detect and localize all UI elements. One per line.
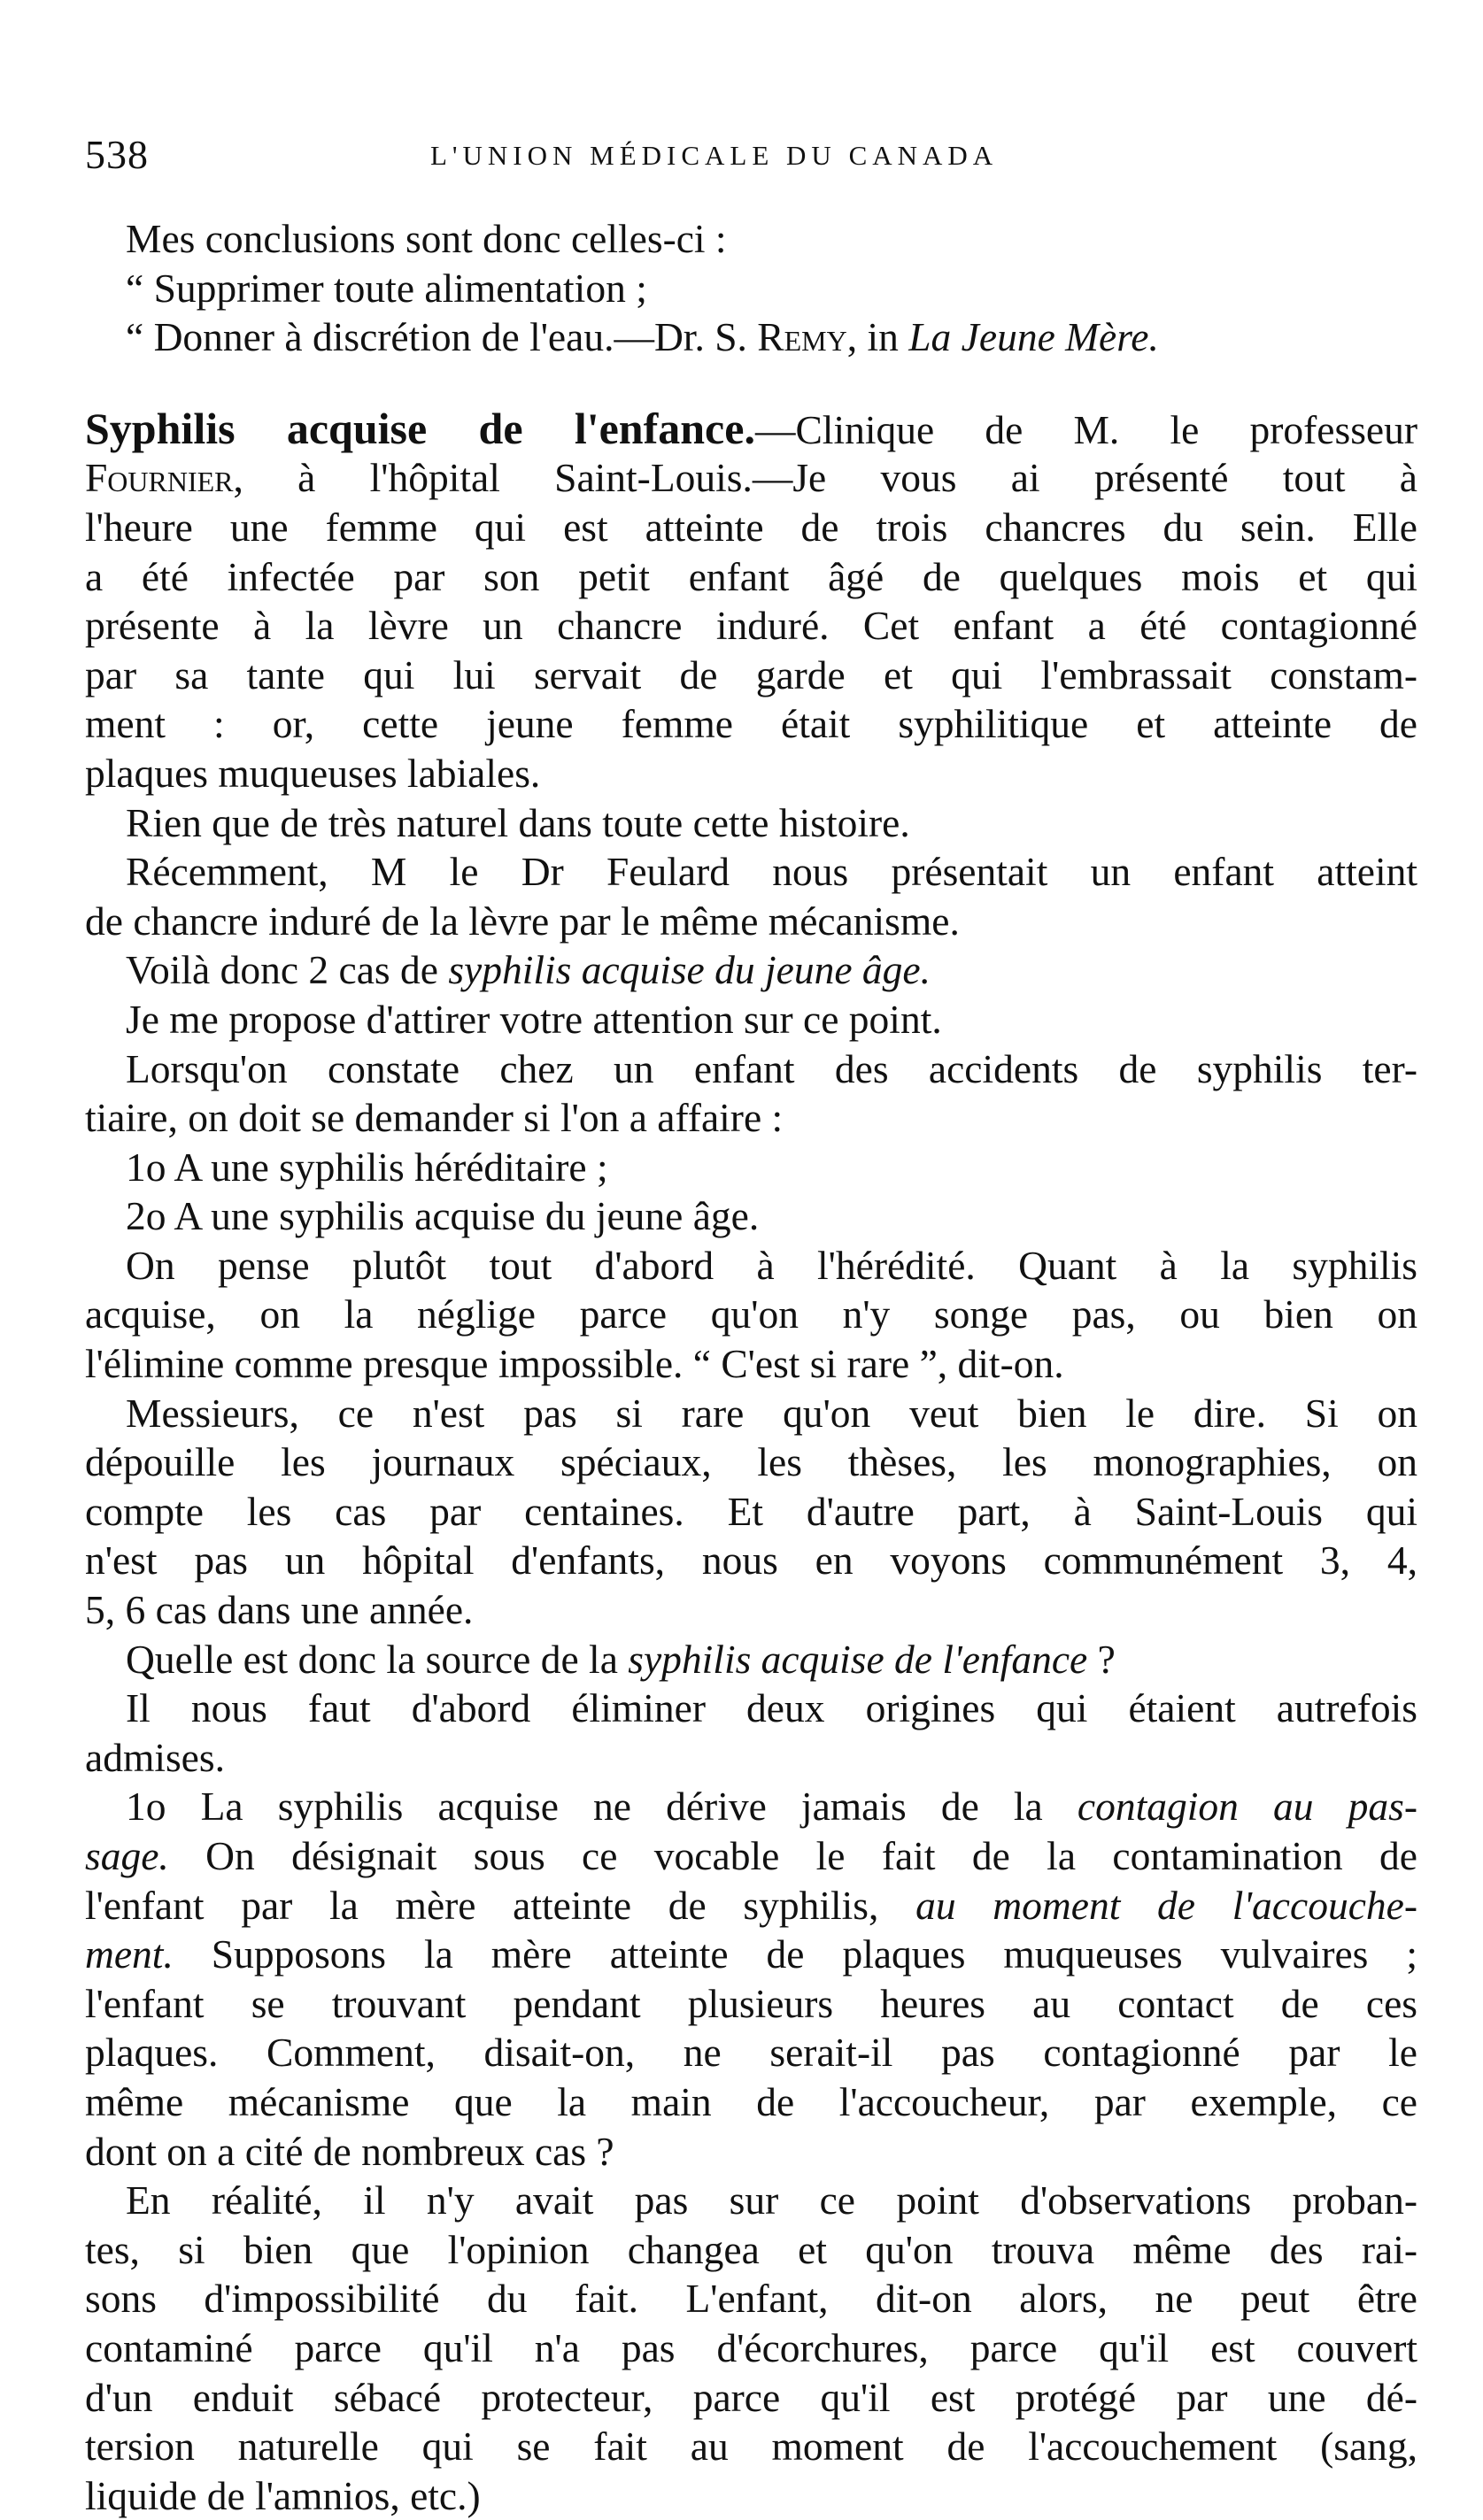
text-line: a été infectée par son petit enfant âgé de quelques mois et qui [85, 553, 1417, 599]
professor-name: Fournier [85, 455, 234, 501]
text-line: 1o A une syphilis héréditaire ; [126, 1144, 608, 1190]
article [85, 405, 1417, 2520]
text-span: Voilà donc 2 cas de [126, 947, 449, 993]
intro-block [85, 214, 1417, 362]
running-head [85, 131, 1431, 184]
italic-span: ment. [85, 1931, 174, 1977]
text-line: par sa tante qui lui servait de garde et qui l'embrassait constam- [85, 651, 1417, 697]
text-span: 1o La syphilis acquise ne dérive jamais de la [126, 1784, 1077, 1830]
text-span: ? [1087, 1636, 1116, 1682]
intro-line: Mes conclusions sont donc celles-ci : [126, 216, 727, 261]
text-line: présente à la lèvre un chancre induré. Cet enfant a été contagionné [85, 603, 1417, 649]
text-line: admises. [85, 1734, 225, 1780]
text-line: l'élimine comme presque impossible. “ C'est si rare ”, dit-on. [85, 1341, 1064, 1387]
italic-span: au moment de l'accouche- [915, 1882, 1417, 1928]
text-line: compte les cas par centaines. Et d'autre part, à Saint-Louis qui [85, 1488, 1417, 1534]
text-line: dépouille les journaux spéciaux, les thèses, les monographies, on [85, 1439, 1417, 1485]
italic-span: syphilis acquise de l'enfance [628, 1636, 1088, 1682]
text-line: En réalité, il n'y avait pas sur ce point d'observations proban- [126, 2177, 1417, 2223]
text-line: Rien que de très naturel dans toute cette histoire. [126, 799, 910, 845]
text-span: l'enfant par la mère atteinte de syphilis, [85, 1882, 916, 1928]
intro-text: “ Donner à discrétion de l'eau.—Dr. S. [126, 314, 758, 360]
text-line: Récemment, M le Dr Feulard nous présentait un enfant atteint [126, 849, 1417, 895]
text-line: tes, si bien que l'opinion changea et qu'on trouva même des rai- [85, 2226, 1417, 2272]
text-span: On désignait sous ce vocable le fait de la contamination de [168, 1833, 1417, 1878]
intro-text: , in [846, 314, 909, 360]
text-line: dont on a cité de nombreux cas ? [85, 2128, 614, 2174]
section-gap [85, 362, 1417, 405]
text-line: tersion naturelle qui se fait au moment de l'accouchement (sang, [85, 2424, 1417, 2470]
text-line: Lorsqu'on constate chez un enfant des accidents de syphilis ter- [126, 1045, 1417, 1091]
text-line: contaminé parce qu'il n'a pas d'écorchures, parce qu'il est couvert [85, 2324, 1417, 2370]
text-line: ment : or, cette jeune femme était syphilitique et atteinte de [85, 701, 1417, 747]
italic-span: contagion au pas- [1077, 1784, 1417, 1830]
text-line: On pense plutôt tout d'abord à l'hérédité. Quant à la syphilis [126, 1242, 1417, 1288]
text-line: 5, 6 cas dans une année. [85, 1587, 474, 1633]
text-line [85, 945, 1417, 995]
text-line [85, 453, 1417, 503]
text-line: Messieurs, ce n'est pas si rare qu'on veut bien le dire. Si on [126, 1390, 1417, 1436]
text-line [85, 1635, 1417, 1684]
text-span: , à l'hôpital Saint-Louis.—Je vous ai présenté tout à [233, 455, 1417, 501]
text-line: acquise, on la néglige parce qu'on n'y songe pas, ou bien on [85, 1291, 1417, 1337]
page-number: 538 [85, 132, 149, 177]
text-line: plaques muqueuses labiales. [85, 750, 541, 796]
text-span: Supposons la mère atteinte de plaques muqueuses vulvaires ; [173, 1931, 1417, 1977]
text-line: l'heure une femme qui est atteinte de trois chancres du sein. Elle [85, 504, 1417, 550]
text-line [85, 1831, 1417, 1881]
text-span: Quelle est donc la source de la [126, 1636, 629, 1682]
text-line: tiaire, on doit se demander si l'on a affaire : [85, 1095, 784, 1141]
text-line [85, 405, 1417, 454]
text-line: liquide de l'amnios, etc.) [85, 2472, 481, 2518]
italic-span: syphilis acquise du jeune âge. [448, 947, 931, 993]
page-body [85, 214, 1417, 2520]
source-title: La Jeune Mère. [908, 314, 1159, 360]
text-line: sons d'impossibilité du fait. L'enfant, dit-on alors, ne peut être [85, 2276, 1417, 2322]
text-line: Je me propose d'attirer votre attention sur ce point. [126, 996, 942, 1042]
journal-title: L'UNION MÉDICALE DU CANADA [430, 140, 999, 171]
italic-span: sage. [85, 1833, 169, 1878]
text-line: de chancre induré de la lèvre par le même mécanisme. [85, 898, 960, 944]
text-line [85, 1881, 1417, 1930]
text-line [85, 1782, 1417, 1831]
text-span: —Clinique de M. le professeur [754, 406, 1417, 452]
text-line: Il nous faut d'abord éliminer deux origines qui étaient autrefois [126, 1685, 1417, 1731]
article-title: Syphilis acquise de l'enfance. [85, 404, 755, 453]
text-line: plaques. Comment, disait-on, ne serait-il pas contagionné par le [85, 2030, 1417, 2076]
intro-line: “ Supprimer toute alimentation ; [126, 265, 647, 311]
text-line: même mécanisme que la main de l'accoucheur, par exemple, ce [85, 2078, 1417, 2124]
text-line: d'un enduit sébacé protecteur, parce qu'il est protégé par une dé- [85, 2374, 1417, 2420]
text-line: 2o A une syphilis acquise du jeune âge. [126, 1193, 760, 1239]
text-line: n'est pas un hôpital d'enfants, nous en voyons communément 3, 4, [85, 1537, 1417, 1584]
intro-line [85, 312, 1417, 362]
author-name: Remy [757, 314, 847, 360]
text-line: l'enfant se trouvant pendant plusieurs heures au contact de ces [85, 1980, 1417, 2026]
text-line [85, 1930, 1417, 1979]
